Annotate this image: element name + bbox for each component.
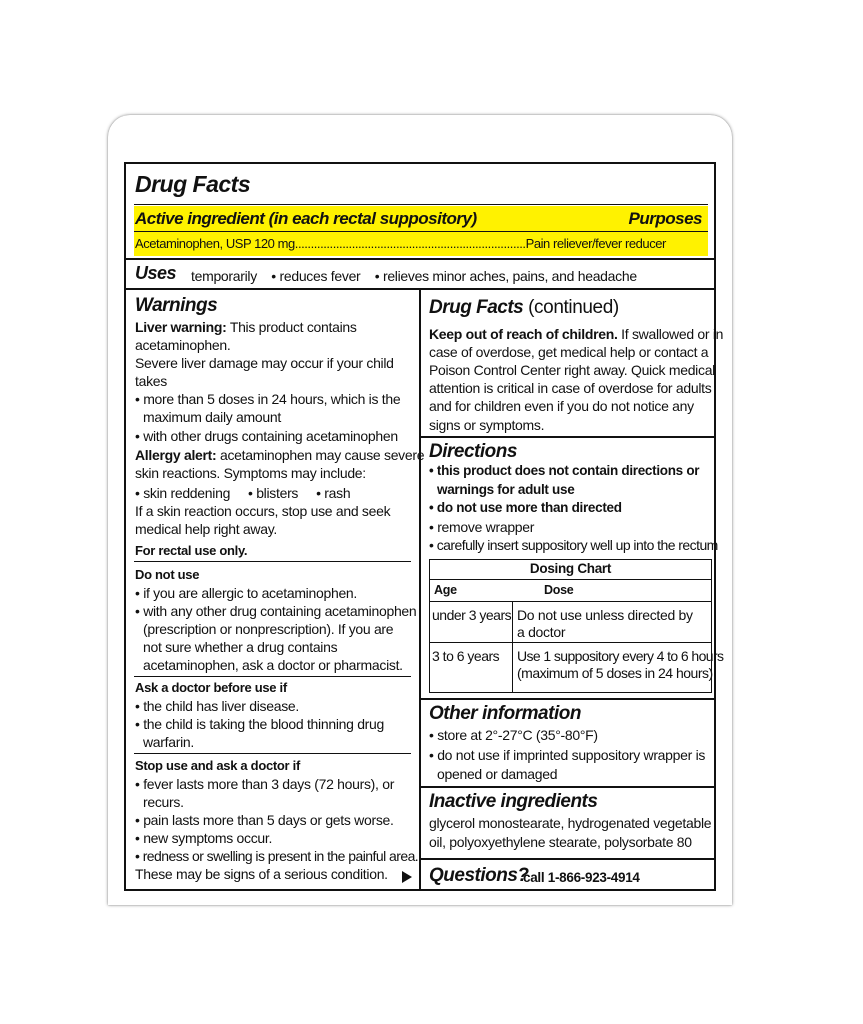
keep-out-line-2: case of overdose, get medical help or contact a [429,344,709,360]
uses-heading: Uses [135,263,177,283]
directions-line-2: warnings for adult use [437,482,575,497]
inactive-ingredients-heading: Inactive ingredients [429,791,598,812]
allergy-alert-label: Allergy alert: [135,447,217,463]
continued-suffix: (continued) [523,297,619,318]
liver-warning-line-4: takes [135,373,167,389]
rule-after-rectal [134,561,411,562]
warnings-heading: Warnings [135,295,218,316]
directions-line-4: • remove wrapper [429,519,535,535]
inactive-line-2: oil, polyoxyethylene stearate, polysorbate 80 [429,834,692,850]
liver-warning-label: Liver warning: [135,319,227,335]
directions-line-5: • carefully insert suppository well up into the rectum [429,537,718,553]
rectal-use-only: For rectal use only. [135,543,248,558]
liver-warning-line-1 [135,318,357,336]
dosing-col-age: Age [434,583,457,597]
other-information-heading: Other information [429,703,581,724]
dosing-header-rule [429,601,712,602]
inactive-line-1: glycerol monostearate, hydrogenated vegetable [429,815,712,831]
keep-out-line-5: and for children even if you do not notice any [429,398,694,414]
rule-after-ask-doctor [134,753,411,754]
ask-doctor-heading: Ask a doctor before use if [135,680,287,695]
directions-heading: Directions [429,441,517,462]
do-not-use-line-2: • with any other drug containing acetaminophen [135,603,417,619]
other-line-1: • store at 2°-27°C (35°-80°F) [429,727,598,743]
rule-after-keep-out [419,436,714,438]
stop-use-line-5: • redness or swelling is present in the painful area. [135,848,419,864]
dosing-row1-dose-1: Do not use unless directed by [517,607,693,623]
ask-doctor-line-3: warfarin. [143,734,194,750]
rule-after-active [126,258,714,260]
allergy-alert-line-3: • skin reddening • blisters • rash [135,485,351,501]
rule-after-other [419,786,714,788]
dosing-chart-title: Dosing Chart [529,561,612,576]
liver-warning-line-7: • with other drugs containing acetaminophen [135,428,398,444]
do-not-use-line-1: • if you are allergic to acetaminophen. [135,585,358,601]
continued-heading [429,296,619,320]
directions-line-1: • this product does not contain directions or [429,463,700,478]
keep-out-line-1 [429,325,723,343]
stop-use-line-6: These may be signs of a serious condition. [135,866,388,882]
ask-doctor-line-1: • the child has liver disease. [135,698,299,714]
dosing-column-rule [512,601,513,693]
dosing-row2-age: 3 to 6 years [432,648,500,664]
rule-after-do-not-use [134,676,411,677]
allergy-alert-line-1 [135,446,424,464]
purposes-heading: Purposes [628,209,702,228]
liver-warning-line-3: Severe liver damage may occur if your child [135,355,394,371]
dosing-row1-dose-2: a doctor [517,624,566,640]
keep-out-line-6: signs or symptoms. [429,417,545,433]
dosing-row-rule [429,642,712,643]
liver-warning-line-5: • more than 5 doses in 24 hours, which is the [135,391,401,407]
active-ingredient-heading: Active ingredient (in each rectal suppository) [135,209,477,228]
active-ingredient-line: Acetaminophen, USP 120 mg.........................................................................Pain reliever/fever reducer [135,236,666,251]
other-line-3: opened or damaged [437,766,558,782]
liver-warning-line-2: acetaminophen. [135,337,231,353]
drug-facts-panel [124,162,724,891]
stop-use-line-3: • pain lasts more than 5 days or gets worse. [135,812,394,828]
keep-out-label: Keep out of reach of children. [429,326,618,342]
allergy-alert-line-2: skin reactions. Symptoms may include: [135,465,366,481]
keep-out-line-4: attention is critical in case of overdose for adults [429,380,712,396]
liver-warning-text: This product contains [226,319,357,335]
dosing-title-rule [429,579,712,580]
do-not-use-line-4: not sure whether a drug contains [143,639,338,655]
drug-facts-title: Drug Facts [135,171,251,197]
dosing-row2-dose-2: (maximum of 5 doses in 24 hours) [517,665,713,681]
dosing-row2-dose-1: Use 1 suppository every 4 to 6 hours [517,648,724,664]
other-line-2: • do not use if imprinted suppository wrapper is [429,747,706,763]
active-rule [134,231,708,232]
allergy-alert-line-4: If a skin reaction occurs, stop use and seek [135,503,391,519]
rule-after-directions [419,698,714,700]
keep-out-text: If swallowed or in [617,326,724,342]
continued-title: Drug Facts [429,297,524,318]
liver-warning-line-6: maximum daily amount [143,409,281,425]
do-not-use-line-5: acetaminophen, ask a doctor or pharmacist. [143,657,403,673]
allergy-alert-line-5: medical help right away. [135,521,277,537]
stop-use-heading: Stop use and ask a doctor if [135,758,300,773]
dosing-col-dose: Dose [544,583,574,597]
stop-use-line-1: • fever lasts more than 3 days (72 hours), or [135,776,395,792]
stop-use-line-2: recurs. [143,794,184,810]
do-not-use-heading: Do not use [135,567,200,582]
stop-use-line-4: • new symptoms occur. [135,830,273,846]
dosing-row1-age: under 3 years [432,607,512,623]
directions-line-3: • do not use more than directed [429,500,622,515]
keep-out-line-3: Poison Control Center right away. Quick medical [429,362,715,378]
questions-phone: call 1-866-923-4914 [523,870,640,885]
questions-heading: Questions? [429,865,529,886]
column-divider [419,288,421,889]
title-rule [134,204,708,205]
allergy-alert-text: acetaminophen may cause severe [216,447,425,463]
ask-doctor-line-2: • the child is taking the blood thinning drug [135,716,385,732]
do-not-use-line-3: (prescription or nonprescription). If you are [143,621,394,637]
uses-text: temporarily • reduces fever • relieves minor aches, pains, and headache [191,268,637,284]
continue-arrow-icon [402,871,412,883]
rule-after-inactive [419,858,714,860]
